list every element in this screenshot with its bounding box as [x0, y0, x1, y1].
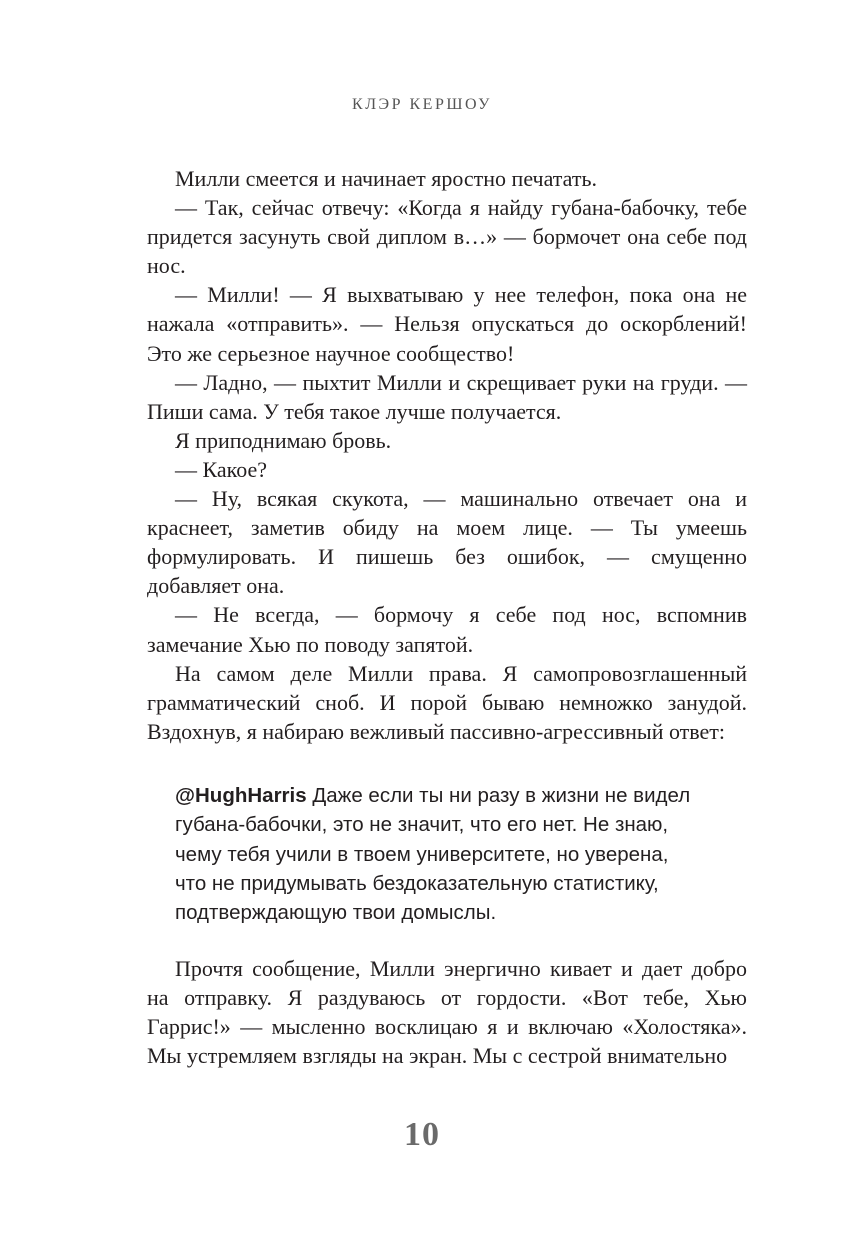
tweet-quote	[175, 781, 735, 927]
body-text	[147, 164, 747, 746]
paragraph: На самом деле Милли права. Я самопровозглашенный грамматический сноб. И порой бываю немножко занудой. Вздохнув, я набираю вежливый пассивно-агрессивный ответ:	[147, 660, 747, 744]
paragraph: Прочтя сообщение, Милли энергично кивает и дает добро на отправку. Я раздуваюсь от гордости. «Вот тебе, Хью Гаррис!» — мысленно восклицаю я и включаю «Холостяка». Мы устремляем взгляды на экран. Мы с сестрой внимательно	[147, 956, 747, 1069]
tweet-line: чему тебя учили в твоем университете, но уверена,	[175, 842, 669, 866]
paragraph: Милли смеется и начинает яростно печатать.	[175, 166, 598, 191]
running-head: КЛЭР КЕРШОУ	[352, 96, 492, 113]
paragraph: — Так, сейчас отвечу: «Когда я найду губана-бабочку, тебе придется засунуть свой диплом в…» — бормочет она себе под нос.	[147, 195, 747, 279]
closing-text	[147, 954, 747, 1070]
paragraph: — Какое?	[175, 456, 268, 482]
paragraph: Я приподнимаю бровь.	[175, 427, 392, 453]
paragraph: — Ладно, — пыхтит Милли и скрещивает руки на груди. — Пиши сама. У тебя такое лучше получается.	[147, 369, 747, 424]
tweet-line: что не придумывать бездоказательную статистику,	[175, 871, 659, 895]
tweet-text: Даже если ты ни разу в жизни не видел	[306, 784, 691, 807]
paragraph: — Не всегда, — бормочу я себе под нос, вспомнив замечание Хью по поводу запятой.	[147, 602, 747, 657]
tweet-line	[175, 781, 735, 810]
page-number: 10	[404, 1116, 440, 1153]
tweet-line: губана-бабочки, это не значит, что его нет. Не знаю,	[175, 813, 669, 837]
paragraph: — Ну, всякая скукота, — машинально отвечает она и краснеет, заметив обиду на моем лице. — Ты умеешь формулировать. И пишешь без ошибок, — смущенно добавляет она.	[147, 486, 747, 599]
paragraph: — Милли! — Я выхватываю у нее телефон, пока она не нажала «отправить». — Нельзя опускаться до оскорблений! Это же серьезное научное сообщество!	[147, 282, 747, 366]
tweet-handle: @HughHarris	[175, 784, 307, 807]
tweet-line: подтверждающую твои домыслы.	[175, 901, 497, 925]
